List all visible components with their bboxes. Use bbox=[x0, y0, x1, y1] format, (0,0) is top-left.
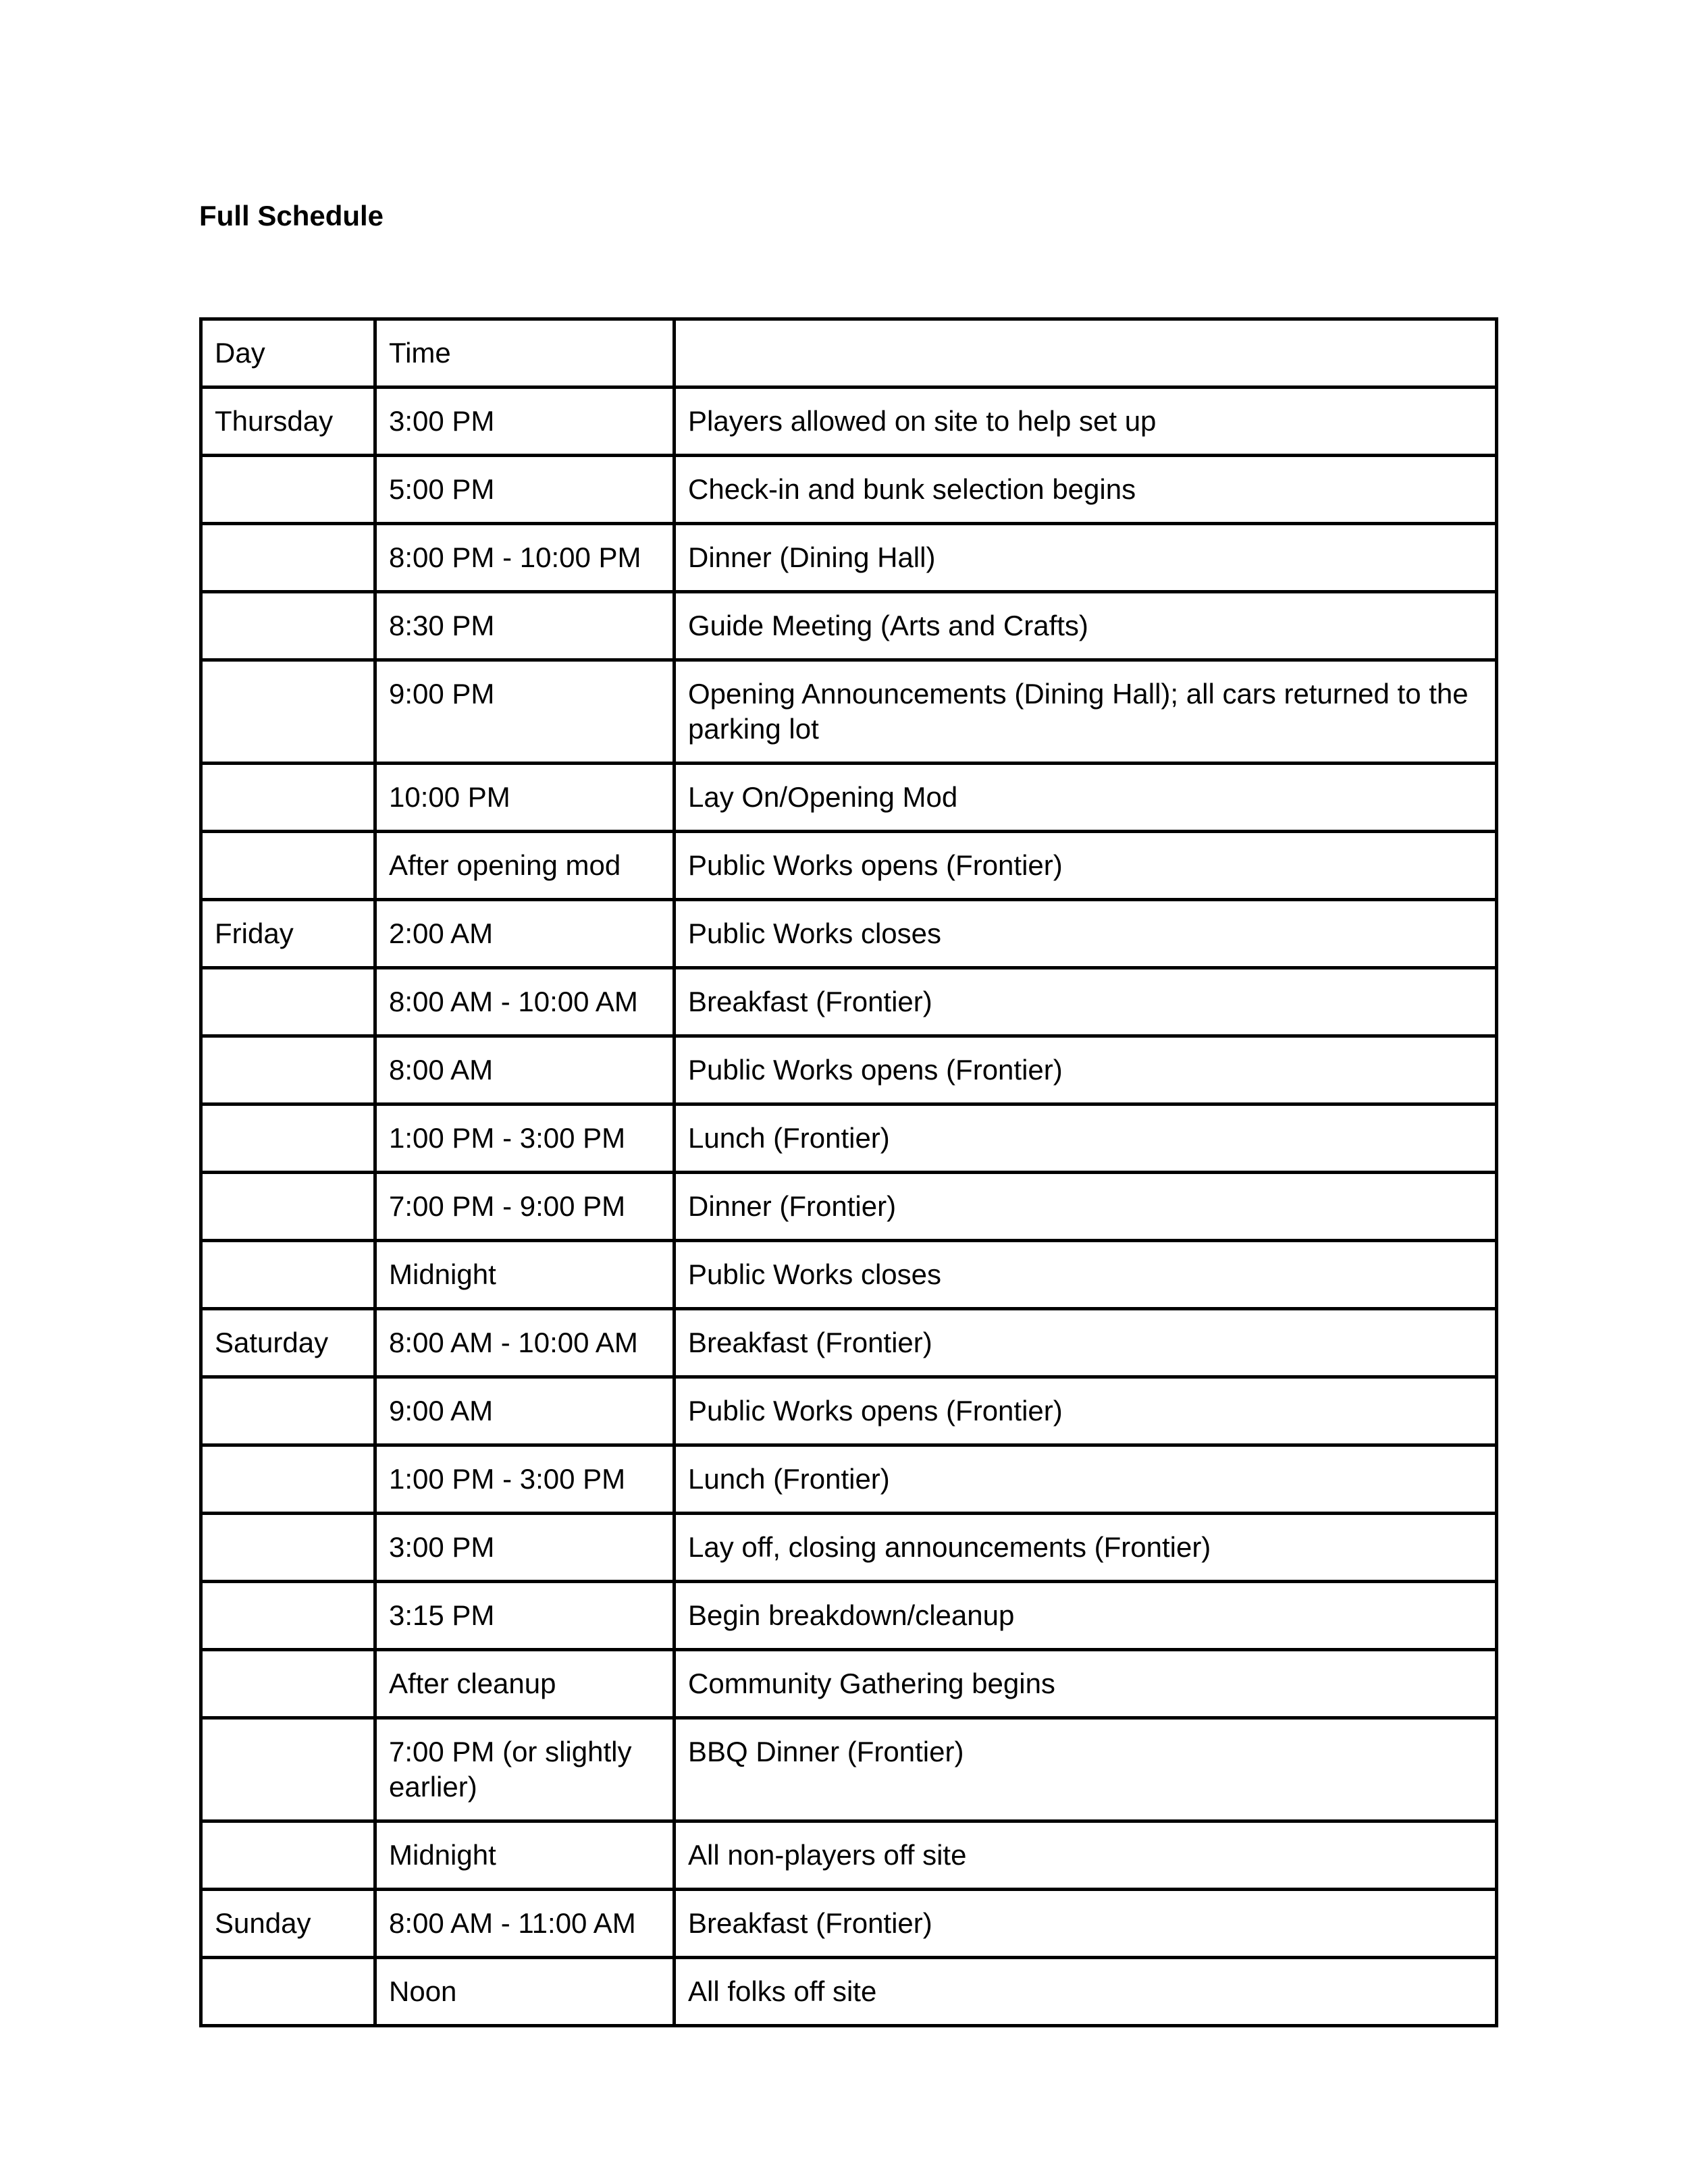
day-cell bbox=[201, 1173, 375, 1241]
table-row bbox=[201, 1173, 1497, 1241]
table-row bbox=[201, 968, 1497, 1036]
day-cell bbox=[201, 1241, 375, 1309]
time-cell: 2:00 AM bbox=[375, 900, 675, 968]
day-cell: Sunday bbox=[201, 1890, 375, 1958]
time-cell: Noon bbox=[375, 1958, 675, 2026]
event-cell: Guide Meeting (Arts and Crafts) bbox=[675, 592, 1497, 660]
table-row bbox=[201, 1821, 1497, 1890]
table-row bbox=[201, 456, 1497, 524]
day-cell bbox=[201, 1821, 375, 1890]
event-cell: Public Works opens (Frontier) bbox=[675, 832, 1497, 900]
event-cell: Lay off, closing announcements (Frontier) bbox=[675, 1514, 1497, 1582]
table-row bbox=[201, 660, 1497, 764]
day-cell: Saturday bbox=[201, 1309, 375, 1377]
event-cell: Public Works opens (Frontier) bbox=[675, 1377, 1497, 1445]
table-row bbox=[201, 592, 1497, 660]
table-row bbox=[201, 1582, 1497, 1650]
time-cell: 8:30 PM bbox=[375, 592, 675, 660]
day-cell bbox=[201, 1514, 375, 1582]
day-cell bbox=[201, 764, 375, 832]
table-row bbox=[201, 1718, 1497, 1821]
day-cell bbox=[201, 524, 375, 592]
header-time: Time bbox=[375, 319, 675, 388]
table-row bbox=[201, 1241, 1497, 1309]
page-title: Full Schedule bbox=[199, 200, 384, 232]
table-row bbox=[201, 1514, 1497, 1582]
table-row bbox=[201, 764, 1497, 832]
time-cell: 3:00 PM bbox=[375, 1514, 675, 1582]
time-cell: After opening mod bbox=[375, 832, 675, 900]
table-row bbox=[201, 1104, 1497, 1173]
time-cell: 7:00 PM - 9:00 PM bbox=[375, 1173, 675, 1241]
table-row bbox=[201, 1309, 1497, 1377]
event-cell: Dinner (Dining Hall) bbox=[675, 524, 1497, 592]
table-row bbox=[201, 524, 1497, 592]
event-cell: Lunch (Frontier) bbox=[675, 1104, 1497, 1173]
event-cell: Breakfast (Frontier) bbox=[675, 1890, 1497, 1958]
day-cell: Friday bbox=[201, 900, 375, 968]
day-cell bbox=[201, 1650, 375, 1718]
header-day: Day bbox=[201, 319, 375, 388]
time-cell: 1:00 PM - 3:00 PM bbox=[375, 1445, 675, 1514]
day-cell bbox=[201, 1445, 375, 1514]
time-cell: 1:00 PM - 3:00 PM bbox=[375, 1104, 675, 1173]
event-cell: All non-players off site bbox=[675, 1821, 1497, 1890]
time-cell: 8:00 AM - 11:00 AM bbox=[375, 1890, 675, 1958]
time-cell: 10:00 PM bbox=[375, 764, 675, 832]
table-row bbox=[201, 388, 1497, 456]
event-cell: Lay On/Opening Mod bbox=[675, 764, 1497, 832]
time-cell: 8:00 AM - 10:00 AM bbox=[375, 968, 675, 1036]
day-cell bbox=[201, 456, 375, 524]
day-cell bbox=[201, 1718, 375, 1821]
event-cell: All folks off site bbox=[675, 1958, 1497, 2026]
time-cell: Midnight bbox=[375, 1821, 675, 1890]
event-cell: Breakfast (Frontier) bbox=[675, 968, 1497, 1036]
day-cell bbox=[201, 1582, 375, 1650]
event-cell: Check-in and bunk selection begins bbox=[675, 456, 1497, 524]
schedule-table bbox=[199, 317, 1498, 2027]
event-cell: Public Works closes bbox=[675, 1241, 1497, 1309]
day-cell bbox=[201, 832, 375, 900]
time-cell: 7:00 PM (or slightly earlier) bbox=[375, 1718, 675, 1821]
time-cell: 9:00 PM bbox=[375, 660, 675, 764]
header-event bbox=[675, 319, 1497, 388]
day-cell bbox=[201, 1958, 375, 2026]
table-row bbox=[201, 1958, 1497, 2026]
table-header-row bbox=[201, 319, 1497, 388]
event-cell: Breakfast (Frontier) bbox=[675, 1309, 1497, 1377]
event-cell: Community Gathering begins bbox=[675, 1650, 1497, 1718]
event-cell: Lunch (Frontier) bbox=[675, 1445, 1497, 1514]
event-cell: BBQ Dinner (Frontier) bbox=[675, 1718, 1497, 1821]
table-row bbox=[201, 1036, 1497, 1104]
day-cell bbox=[201, 968, 375, 1036]
time-cell: 3:15 PM bbox=[375, 1582, 675, 1650]
day-cell bbox=[201, 592, 375, 660]
event-cell: Public Works opens (Frontier) bbox=[675, 1036, 1497, 1104]
day-cell: Thursday bbox=[201, 388, 375, 456]
table-row bbox=[201, 1445, 1497, 1514]
day-cell bbox=[201, 660, 375, 764]
table-row bbox=[201, 1377, 1497, 1445]
time-cell: 3:00 PM bbox=[375, 388, 675, 456]
event-cell: Dinner (Frontier) bbox=[675, 1173, 1497, 1241]
time-cell: 5:00 PM bbox=[375, 456, 675, 524]
day-cell bbox=[201, 1104, 375, 1173]
table-row bbox=[201, 832, 1497, 900]
table-row bbox=[201, 1890, 1497, 1958]
event-cell: Opening Announcements (Dining Hall); all cars returned to the parking lot bbox=[675, 660, 1497, 764]
day-cell bbox=[201, 1036, 375, 1104]
time-cell: 9:00 AM bbox=[375, 1377, 675, 1445]
event-cell: Players allowed on site to help set up bbox=[675, 388, 1497, 456]
event-cell: Begin breakdown/cleanup bbox=[675, 1582, 1497, 1650]
table-row bbox=[201, 1650, 1497, 1718]
time-cell: 8:00 PM - 10:00 PM bbox=[375, 524, 675, 592]
day-cell bbox=[201, 1377, 375, 1445]
time-cell: After cleanup bbox=[375, 1650, 675, 1718]
time-cell: Midnight bbox=[375, 1241, 675, 1309]
event-cell: Public Works closes bbox=[675, 900, 1497, 968]
time-cell: 8:00 AM - 10:00 AM bbox=[375, 1309, 675, 1377]
time-cell: 8:00 AM bbox=[375, 1036, 675, 1104]
table-row bbox=[201, 900, 1497, 968]
